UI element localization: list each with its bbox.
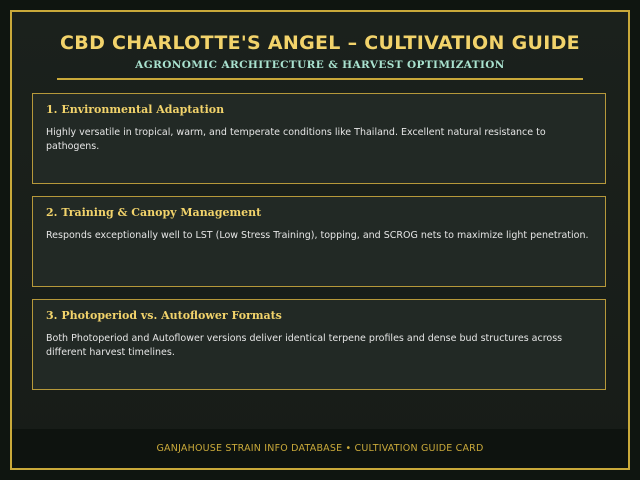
header-divider: [57, 78, 583, 80]
section-environmental-adaptation: [32, 93, 606, 184]
page-title: CBD CHARLOTTE'S ANGEL – CULTIVATION GUIDE: [60, 32, 580, 54]
section-body: Highly versatile in tropical, warm, and temperate conditions like Thailand. Excellent natural resistance to pathogens.: [46, 127, 546, 152]
section-heading: 1. Environmental Adaptation: [46, 103, 225, 116]
section-body: Both Photoperiod and Autoflower versions deliver identical terpene profiles and dense bud structures across different harvest timelines.: [46, 333, 563, 358]
footer-caption: GANJAHOUSE STRAIN INFO DATABASE • CULTIVATION GUIDE CARD: [12, 429, 628, 468]
section-heading: 3. Photoperiod vs. Autoflower Formats: [46, 309, 282, 322]
section-photoperiod-autoflower: [32, 299, 606, 390]
page-subtitle: AGRONOMIC ARCHITECTURE & HARVEST OPTIMIZATION: [135, 59, 505, 71]
section-heading: 2. Training & Canopy Management: [46, 206, 262, 219]
section-training-canopy: [32, 196, 606, 287]
section-body: Responds exceptionally well to LST (Low Stress Training), topping, and SCROG nets to maximize light penetration.: [46, 230, 589, 241]
cultivation-guide-card: [10, 10, 630, 470]
